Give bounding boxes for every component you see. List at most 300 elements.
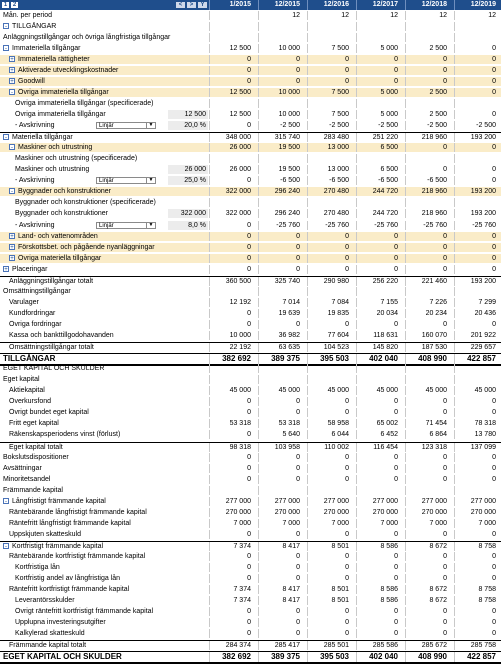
value-cell[interactable]: 389 375 <box>258 652 303 662</box>
expand-icon[interactable]: + <box>10 78 14 85</box>
value-cell[interactable]: 0 <box>307 563 352 572</box>
value-cell[interactable]: 7 014 <box>258 298 303 307</box>
value-cell[interactable] <box>454 22 499 31</box>
value-cell[interactable]: 26 000 <box>209 165 254 174</box>
value-cell[interactable]: 0 <box>307 552 352 561</box>
value-cell[interactable]: 0 <box>258 55 303 64</box>
value-cell[interactable]: 63 635 <box>258 343 303 352</box>
value-cell[interactable]: 422 857 <box>454 652 499 662</box>
value-cell[interactable]: 0 <box>258 320 303 329</box>
column-header[interactable]: 12/2019 <box>454 0 499 10</box>
value-cell[interactable] <box>454 364 499 373</box>
value-cell[interactable]: 187 530 <box>405 343 450 352</box>
value-cell[interactable]: 123 318 <box>405 443 450 452</box>
value-cell[interactable]: 12 <box>307 11 352 20</box>
value-cell[interactable] <box>405 154 450 163</box>
value-cell[interactable] <box>356 33 401 42</box>
value-cell[interactable]: 277 000 <box>405 497 450 506</box>
value-cell[interactable] <box>307 486 352 495</box>
value-cell[interactable]: 0 <box>454 77 499 86</box>
value-cell[interactable]: 0 <box>209 629 254 638</box>
value-cell[interactable]: 277 000 <box>454 497 499 506</box>
value-cell[interactable]: -25 760 <box>405 221 450 230</box>
value-cell[interactable]: 0 <box>258 232 303 241</box>
value-cell[interactable]: 13 000 <box>307 143 352 152</box>
value-cell[interactable]: -2 500 <box>405 121 450 130</box>
value-cell[interactable]: 0 <box>209 265 254 274</box>
input-cell[interactable]: 25,0 % <box>168 176 208 185</box>
value-cell[interactable]: 0 <box>405 408 450 417</box>
value-cell[interactable]: 8 758 <box>454 585 499 594</box>
value-cell[interactable]: 7 374 <box>209 596 254 605</box>
value-cell[interactable]: 7 500 <box>307 88 352 97</box>
value-cell[interactable]: 270 000 <box>405 508 450 517</box>
value-cell[interactable]: 0 <box>209 530 254 539</box>
value-cell[interactable]: 402 040 <box>356 652 401 662</box>
value-cell[interactable]: 8 672 <box>405 585 450 594</box>
value-cell[interactable]: 6 864 <box>405 430 450 439</box>
value-cell[interactable]: 0 <box>454 607 499 616</box>
value-cell[interactable] <box>454 486 499 495</box>
value-cell[interactable]: 19 500 <box>258 165 303 174</box>
value-cell[interactable]: 0 <box>209 397 254 406</box>
value-cell[interactable]: 145 820 <box>356 343 401 352</box>
value-cell[interactable]: 160 070 <box>405 331 450 340</box>
value-cell[interactable]: 283 480 <box>307 133 352 142</box>
value-cell[interactable]: 0 <box>307 232 352 241</box>
value-cell[interactable]: 0 <box>454 143 499 152</box>
value-cell[interactable] <box>454 287 499 296</box>
value-cell[interactable]: 12 192 <box>209 298 254 307</box>
value-cell[interactable] <box>307 375 352 384</box>
value-cell[interactable]: 0 <box>209 66 254 75</box>
value-cell[interactable]: 8 417 <box>258 542 303 551</box>
value-cell[interactable]: 0 <box>307 607 352 616</box>
value-cell[interactable]: 71 454 <box>405 419 450 428</box>
value-cell[interactable]: 2 500 <box>405 88 450 97</box>
value-cell[interactable]: 0 <box>307 397 352 406</box>
expand-icon[interactable]: + <box>4 266 8 273</box>
value-cell[interactable]: 78 318 <box>454 419 499 428</box>
value-cell[interactable] <box>258 22 303 31</box>
value-cell[interactable]: 7 000 <box>258 519 303 528</box>
input-cell[interactable]: 26 000 <box>168 165 208 174</box>
value-cell[interactable]: 0 <box>258 254 303 263</box>
value-cell[interactable]: 7 000 <box>454 519 499 528</box>
value-cell[interactable]: 103 958 <box>258 443 303 452</box>
collapse-icon[interactable]: - <box>11 89 13 96</box>
value-cell[interactable]: 0 <box>258 530 303 539</box>
chevron-down-icon[interactable]: ▼ <box>146 178 155 183</box>
value-cell[interactable] <box>356 486 401 495</box>
value-cell[interactable] <box>209 154 254 163</box>
value-cell[interactable]: 0 <box>209 552 254 561</box>
value-cell[interactable] <box>405 364 450 373</box>
column-header[interactable]: 1/2015 <box>209 0 254 10</box>
value-cell[interactable]: 7 299 <box>454 298 499 307</box>
value-cell[interactable]: 36 982 <box>258 331 303 340</box>
value-cell[interactable]: 0 <box>405 552 450 561</box>
value-cell[interactable]: 12 500 <box>209 44 254 53</box>
value-cell[interactable]: 0 <box>209 464 254 473</box>
value-cell[interactable]: 408 990 <box>405 354 450 364</box>
value-cell[interactable] <box>307 33 352 42</box>
value-cell[interactable]: 395 503 <box>307 652 352 662</box>
value-cell[interactable]: 0 <box>258 464 303 473</box>
value-cell[interactable]: -25 760 <box>258 221 303 230</box>
value-cell[interactable]: 193 200 <box>454 133 499 142</box>
value-cell[interactable] <box>258 486 303 495</box>
value-cell[interactable]: 8 586 <box>356 542 401 551</box>
value-cell[interactable]: 5 000 <box>356 110 401 119</box>
value-cell[interactable]: 0 <box>405 629 450 638</box>
expand-icon[interactable]: + <box>10 244 14 251</box>
value-cell[interactable]: 7 000 <box>356 519 401 528</box>
value-cell[interactable]: 20 436 <box>454 309 499 318</box>
value-cell[interactable]: 0 <box>307 265 352 274</box>
input-cell[interactable]: 20,0 % <box>168 121 208 130</box>
value-cell[interactable]: 7 155 <box>356 298 401 307</box>
value-cell[interactable]: 270 480 <box>307 187 352 196</box>
value-cell[interactable] <box>307 198 352 207</box>
value-cell[interactable] <box>258 33 303 42</box>
value-cell[interactable]: 0 <box>405 232 450 241</box>
value-cell[interactable]: 0 <box>258 629 303 638</box>
value-cell[interactable] <box>307 22 352 31</box>
value-cell[interactable]: 251 220 <box>356 133 401 142</box>
value-cell[interactable]: 7 226 <box>405 298 450 307</box>
value-cell[interactable]: 0 <box>454 475 499 484</box>
value-cell[interactable]: 0 <box>209 254 254 263</box>
value-cell[interactable]: 0 <box>307 254 352 263</box>
value-cell[interactable]: 0 <box>209 475 254 484</box>
expand-icon[interactable]: + <box>10 56 14 63</box>
value-cell[interactable]: 0 <box>209 221 254 230</box>
value-cell[interactable]: 12 <box>356 11 401 20</box>
value-cell[interactable]: 104 523 <box>307 343 352 352</box>
value-cell[interactable]: 0 <box>454 397 499 406</box>
depreciation-method-select[interactable] <box>96 122 156 129</box>
collapse-icon[interactable]: - <box>5 543 7 550</box>
collapse-icon[interactable]: - <box>5 135 7 141</box>
value-cell[interactable]: 6 452 <box>356 430 401 439</box>
value-cell[interactable]: 0 <box>356 453 401 462</box>
value-cell[interactable]: 0 <box>209 243 254 252</box>
value-cell[interactable]: 0 <box>454 464 499 473</box>
value-cell[interactable] <box>258 375 303 384</box>
value-cell[interactable]: 244 720 <box>356 187 401 196</box>
value-cell[interactable]: 8 758 <box>454 542 499 551</box>
value-cell[interactable]: 8 417 <box>258 596 303 605</box>
value-cell[interactable]: 0 <box>356 397 401 406</box>
value-cell[interactable]: 0 <box>307 618 352 627</box>
value-cell[interactable]: 19 835 <box>307 309 352 318</box>
value-cell[interactable]: 0 <box>258 552 303 561</box>
value-cell[interactable]: 0 <box>454 453 499 462</box>
value-cell[interactable]: 6 044 <box>307 430 352 439</box>
value-cell[interactable]: 2 500 <box>405 44 450 53</box>
chevron-down-icon[interactable]: ▼ <box>146 123 155 128</box>
value-cell[interactable]: 53 318 <box>209 419 254 428</box>
value-cell[interactable]: 8 758 <box>454 596 499 605</box>
value-cell[interactable]: 0 <box>454 110 499 119</box>
value-cell[interactable]: 0 <box>356 574 401 583</box>
column-header[interactable]: 12/2016 <box>307 0 352 10</box>
value-cell[interactable]: 244 720 <box>356 209 401 218</box>
value-cell[interactable]: 0 <box>356 530 401 539</box>
value-cell[interactable]: 270 000 <box>356 508 401 517</box>
input-cell[interactable]: 8,0 % <box>168 221 208 230</box>
value-cell[interactable] <box>454 375 499 384</box>
value-cell[interactable]: 0 <box>307 55 352 64</box>
value-cell[interactable]: 277 000 <box>209 497 254 506</box>
value-cell[interactable]: 0 <box>454 243 499 252</box>
value-cell[interactable] <box>454 198 499 207</box>
value-cell[interactable]: 193 200 <box>454 209 499 218</box>
value-cell[interactable]: 0 <box>209 563 254 572</box>
column-header[interactable]: 12/2017 <box>356 0 401 10</box>
value-cell[interactable]: 12 <box>405 11 450 20</box>
value-cell[interactable]: 0 <box>209 77 254 86</box>
value-cell[interactable]: 0 <box>209 618 254 627</box>
value-cell[interactable]: 0 <box>405 320 450 329</box>
value-cell[interactable]: 0 <box>405 530 450 539</box>
value-cell[interactable]: 98 318 <box>209 443 254 452</box>
value-cell[interactable]: 0 <box>454 55 499 64</box>
value-cell[interactable]: 296 240 <box>258 187 303 196</box>
value-cell[interactable]: 348 000 <box>209 133 254 142</box>
value-cell[interactable]: 0 <box>258 574 303 583</box>
value-cell[interactable]: 0 <box>454 320 499 329</box>
column-header[interactable]: 12/2018 <box>405 0 450 10</box>
value-cell[interactable]: 0 <box>209 408 254 417</box>
value-cell[interactable]: 0 <box>258 77 303 86</box>
column-header[interactable]: 12/2015 <box>258 0 303 10</box>
value-cell[interactable] <box>454 33 499 42</box>
collapse-icon[interactable]: - <box>5 45 7 52</box>
value-cell[interactable]: 7 084 <box>307 298 352 307</box>
value-cell[interactable] <box>209 198 254 207</box>
value-cell[interactable]: 0 <box>356 408 401 417</box>
value-cell[interactable]: 45 000 <box>307 386 352 395</box>
value-cell[interactable]: 382 692 <box>209 652 254 662</box>
value-cell[interactable]: 0 <box>405 574 450 583</box>
value-cell[interactable]: 315 740 <box>258 133 303 142</box>
value-cell[interactable]: 270 000 <box>307 508 352 517</box>
value-cell[interactable]: 218 960 <box>405 133 450 142</box>
collapse-icon[interactable]: - <box>11 189 13 196</box>
value-cell[interactable]: 0 <box>258 563 303 572</box>
value-cell[interactable]: 277 000 <box>307 497 352 506</box>
value-cell[interactable]: 0 <box>307 243 352 252</box>
value-cell[interactable]: 0 <box>258 618 303 627</box>
value-cell[interactable]: 7 374 <box>209 585 254 594</box>
expand-icon[interactable]: + <box>10 233 14 240</box>
value-cell[interactable]: 218 960 <box>405 187 450 196</box>
value-cell[interactable]: 7 000 <box>405 519 450 528</box>
value-cell[interactable]: 0 <box>356 618 401 627</box>
value-cell[interactable]: 0 <box>356 475 401 484</box>
value-cell[interactable] <box>209 11 254 20</box>
value-cell[interactable]: 8 672 <box>405 596 450 605</box>
value-cell[interactable]: 45 000 <box>356 386 401 395</box>
value-cell[interactable]: 12 500 <box>209 110 254 119</box>
value-cell[interactable]: 19 500 <box>258 143 303 152</box>
value-cell[interactable]: 0 <box>258 397 303 406</box>
value-cell[interactable]: 0 <box>356 243 401 252</box>
value-cell[interactable]: 285 672 <box>405 641 450 650</box>
value-cell[interactable]: -2 500 <box>307 121 352 130</box>
value-cell[interactable]: 8 417 <box>258 585 303 594</box>
value-cell[interactable]: 2 500 <box>405 110 450 119</box>
value-cell[interactable]: 0 <box>258 607 303 616</box>
collapse-icon[interactable]: - <box>5 23 7 30</box>
value-cell[interactable]: 0 <box>405 265 450 274</box>
value-cell[interactable]: 0 <box>356 320 401 329</box>
value-cell[interactable]: 0 <box>258 408 303 417</box>
value-cell[interactable]: 13 780 <box>454 430 499 439</box>
value-cell[interactable] <box>405 198 450 207</box>
value-cell[interactable] <box>258 154 303 163</box>
value-cell[interactable]: 5 640 <box>258 430 303 439</box>
value-cell[interactable]: 296 240 <box>258 209 303 218</box>
value-cell[interactable]: 0 <box>209 430 254 439</box>
value-cell[interactable]: 0 <box>454 552 499 561</box>
value-cell[interactable]: 0 <box>307 530 352 539</box>
value-cell[interactable]: 0 <box>356 66 401 75</box>
value-cell[interactable]: 193 200 <box>454 277 499 286</box>
value-cell[interactable]: 0 <box>405 55 450 64</box>
value-cell[interactable]: 8 672 <box>405 542 450 551</box>
value-cell[interactable] <box>307 364 352 373</box>
input-cell[interactable]: 322 000 <box>168 209 208 218</box>
value-cell[interactable]: 0 <box>405 254 450 263</box>
value-cell[interactable]: 0 <box>209 320 254 329</box>
value-cell[interactable]: 0 <box>307 453 352 462</box>
value-cell[interactable]: 0 <box>454 66 499 75</box>
value-cell[interactable]: 0 <box>307 629 352 638</box>
value-cell[interactable] <box>209 22 254 31</box>
value-cell[interactable]: 12 <box>454 11 499 20</box>
value-cell[interactable]: 8 501 <box>307 585 352 594</box>
value-cell[interactable]: 322 000 <box>209 187 254 196</box>
value-cell[interactable]: 0 <box>454 618 499 627</box>
value-cell[interactable]: 0 <box>454 629 499 638</box>
value-cell[interactable]: 389 375 <box>258 354 303 364</box>
value-cell[interactable] <box>356 22 401 31</box>
value-cell[interactable]: 0 <box>356 464 401 473</box>
value-cell[interactable] <box>209 287 254 296</box>
value-cell[interactable]: 0 <box>258 453 303 462</box>
value-cell[interactable]: 221 460 <box>405 277 450 286</box>
value-cell[interactable]: 22 192 <box>209 343 254 352</box>
value-cell[interactable]: 201 922 <box>454 331 499 340</box>
value-cell[interactable]: 0 <box>405 66 450 75</box>
value-cell[interactable]: 0 <box>307 408 352 417</box>
value-cell[interactable]: 395 503 <box>307 354 352 364</box>
value-cell[interactable]: 0 <box>356 232 401 241</box>
value-cell[interactable]: 0 <box>258 243 303 252</box>
depreciation-method-select[interactable] <box>96 177 156 184</box>
value-cell[interactable]: 0 <box>405 453 450 462</box>
value-cell[interactable]: 118 631 <box>356 331 401 340</box>
value-cell[interactable]: 0 <box>454 408 499 417</box>
value-cell[interactable]: 277 000 <box>258 497 303 506</box>
expand-icon[interactable]: + <box>10 67 14 74</box>
value-cell[interactable]: 270 000 <box>209 508 254 517</box>
value-cell[interactable]: 0 <box>405 618 450 627</box>
value-cell[interactable] <box>307 287 352 296</box>
value-cell[interactable]: 0 <box>405 397 450 406</box>
value-cell[interactable]: -6 500 <box>356 176 401 185</box>
value-cell[interactable]: 0 <box>307 320 352 329</box>
value-cell[interactable]: 58 958 <box>307 419 352 428</box>
value-cell[interactable] <box>454 99 499 108</box>
value-cell[interactable]: 0 <box>209 574 254 583</box>
value-cell[interactable]: 270 000 <box>258 508 303 517</box>
value-cell[interactable] <box>356 287 401 296</box>
value-cell[interactable]: -2 500 <box>258 121 303 130</box>
value-cell[interactable]: 45 000 <box>258 386 303 395</box>
value-cell[interactable]: 277 000 <box>356 497 401 506</box>
value-cell[interactable]: 0 <box>405 143 450 152</box>
value-cell[interactable]: 0 <box>405 243 450 252</box>
value-cell[interactable]: 0 <box>454 44 499 53</box>
value-cell[interactable]: 0 <box>454 265 499 274</box>
value-cell[interactable]: 137 099 <box>454 443 499 452</box>
value-cell[interactable]: 8 501 <box>307 596 352 605</box>
value-cell[interactable]: 0 <box>307 574 352 583</box>
value-cell[interactable]: 0 <box>209 607 254 616</box>
value-cell[interactable]: 0 <box>405 464 450 473</box>
depreciation-method-select[interactable] <box>96 222 156 229</box>
value-cell[interactable] <box>307 154 352 163</box>
value-cell[interactable]: 26 000 <box>209 143 254 152</box>
value-cell[interactable]: 0 <box>454 232 499 241</box>
value-cell[interactable]: 0 <box>356 265 401 274</box>
value-cell[interactable]: 7 500 <box>307 44 352 53</box>
value-cell[interactable]: 0 <box>258 66 303 75</box>
value-cell[interactable]: 285 758 <box>454 641 499 650</box>
value-cell[interactable] <box>209 375 254 384</box>
value-cell[interactable]: 0 <box>307 464 352 473</box>
value-cell[interactable]: 0 <box>307 77 352 86</box>
value-cell[interactable]: 12 500 <box>209 88 254 97</box>
value-cell[interactable] <box>454 154 499 163</box>
value-cell[interactable] <box>405 486 450 495</box>
value-cell[interactable]: 0 <box>307 66 352 75</box>
value-cell[interactable]: 19 639 <box>258 309 303 318</box>
value-cell[interactable]: 0 <box>405 607 450 616</box>
sheet-icon-2[interactable]: 2 <box>12 2 17 8</box>
value-cell[interactable]: 5 000 <box>356 44 401 53</box>
value-cell[interactable]: 0 <box>209 232 254 241</box>
value-cell[interactable]: 284 374 <box>209 641 254 650</box>
value-cell[interactable]: 0 <box>405 77 450 86</box>
value-cell[interactable] <box>356 198 401 207</box>
value-cell[interactable]: 10 000 <box>209 331 254 340</box>
value-cell[interactable]: 0 <box>356 629 401 638</box>
value-cell[interactable]: 0 <box>356 607 401 616</box>
value-cell[interactable]: 0 <box>454 254 499 263</box>
value-cell[interactable]: 10 000 <box>258 110 303 119</box>
value-cell[interactable]: 408 990 <box>405 652 450 662</box>
value-cell[interactable]: 53 318 <box>258 419 303 428</box>
value-cell[interactable]: 7 000 <box>307 519 352 528</box>
value-cell[interactable]: 65 002 <box>356 419 401 428</box>
value-cell[interactable]: 0 <box>209 309 254 318</box>
value-cell[interactable] <box>405 375 450 384</box>
